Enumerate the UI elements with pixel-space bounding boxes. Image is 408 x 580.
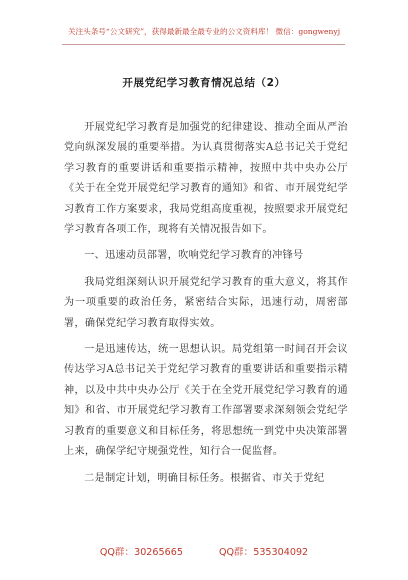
paragraph-section-1: 我局党组深刻认识开展党纪学习教育的重大意义，将其作为一项重要的政治任务，紧密结合实际，迅速行动，周密部署，确保党纪学习教育取得实效。 (64, 276, 348, 329)
qq-group-1: QQ群：30265665 (99, 547, 183, 558)
qq-group-2: QQ群：535304092 (218, 547, 309, 558)
paragraph-point-2: 二是制定计划，明确目标任务。根据省、市关于党纪 (84, 472, 325, 484)
paragraph-point-1: 一是迅速传达，统一思想认识。局党组第一时间召开会议传达学习A总书记关于党纪学习教育的重要讲话和重要指示精神，以及中共中央办公厅《关于在全党开展党纪学习教育的通知》和省、市开展党纪学习教育工作部署要求深刻领会党纪学习教育的重要意义和目标任务，将思想统一到党中央决策部署上来，确保学纪守规强党性，知行合一促监督。 (64, 344, 348, 458)
header-banner: 关注头条号“公文研究”，获得最新最全最专业的公文资料库！ 微信：gongwenyj (67, 27, 341, 36)
document-title: 开展党纪学习教育情况总结（2） (122, 77, 286, 89)
footer-contact (0, 544, 408, 558)
section-heading-1: 一、迅速动员部署，吹响党纪学习教育的冲锋号 (84, 250, 304, 262)
header-divider (62, 44, 345, 45)
document-body (64, 118, 348, 495)
paragraph-intro: 开展党纪学习教育是加强党的纪律建设、推动全面从严治党向纵深发展的重要举措。为认真贯彻落实A总书记关于党纪学习教育的重要讲话和重要指示精神，按照中共中央办公厅《关于在全党开展党纪学习教育的通知》和省、市开展党纪学习教育工作方案要求，我局党组高度重视，按照要求开展党纪学习教育各项工作，现将有关情况报告如下。 (64, 122, 348, 236)
